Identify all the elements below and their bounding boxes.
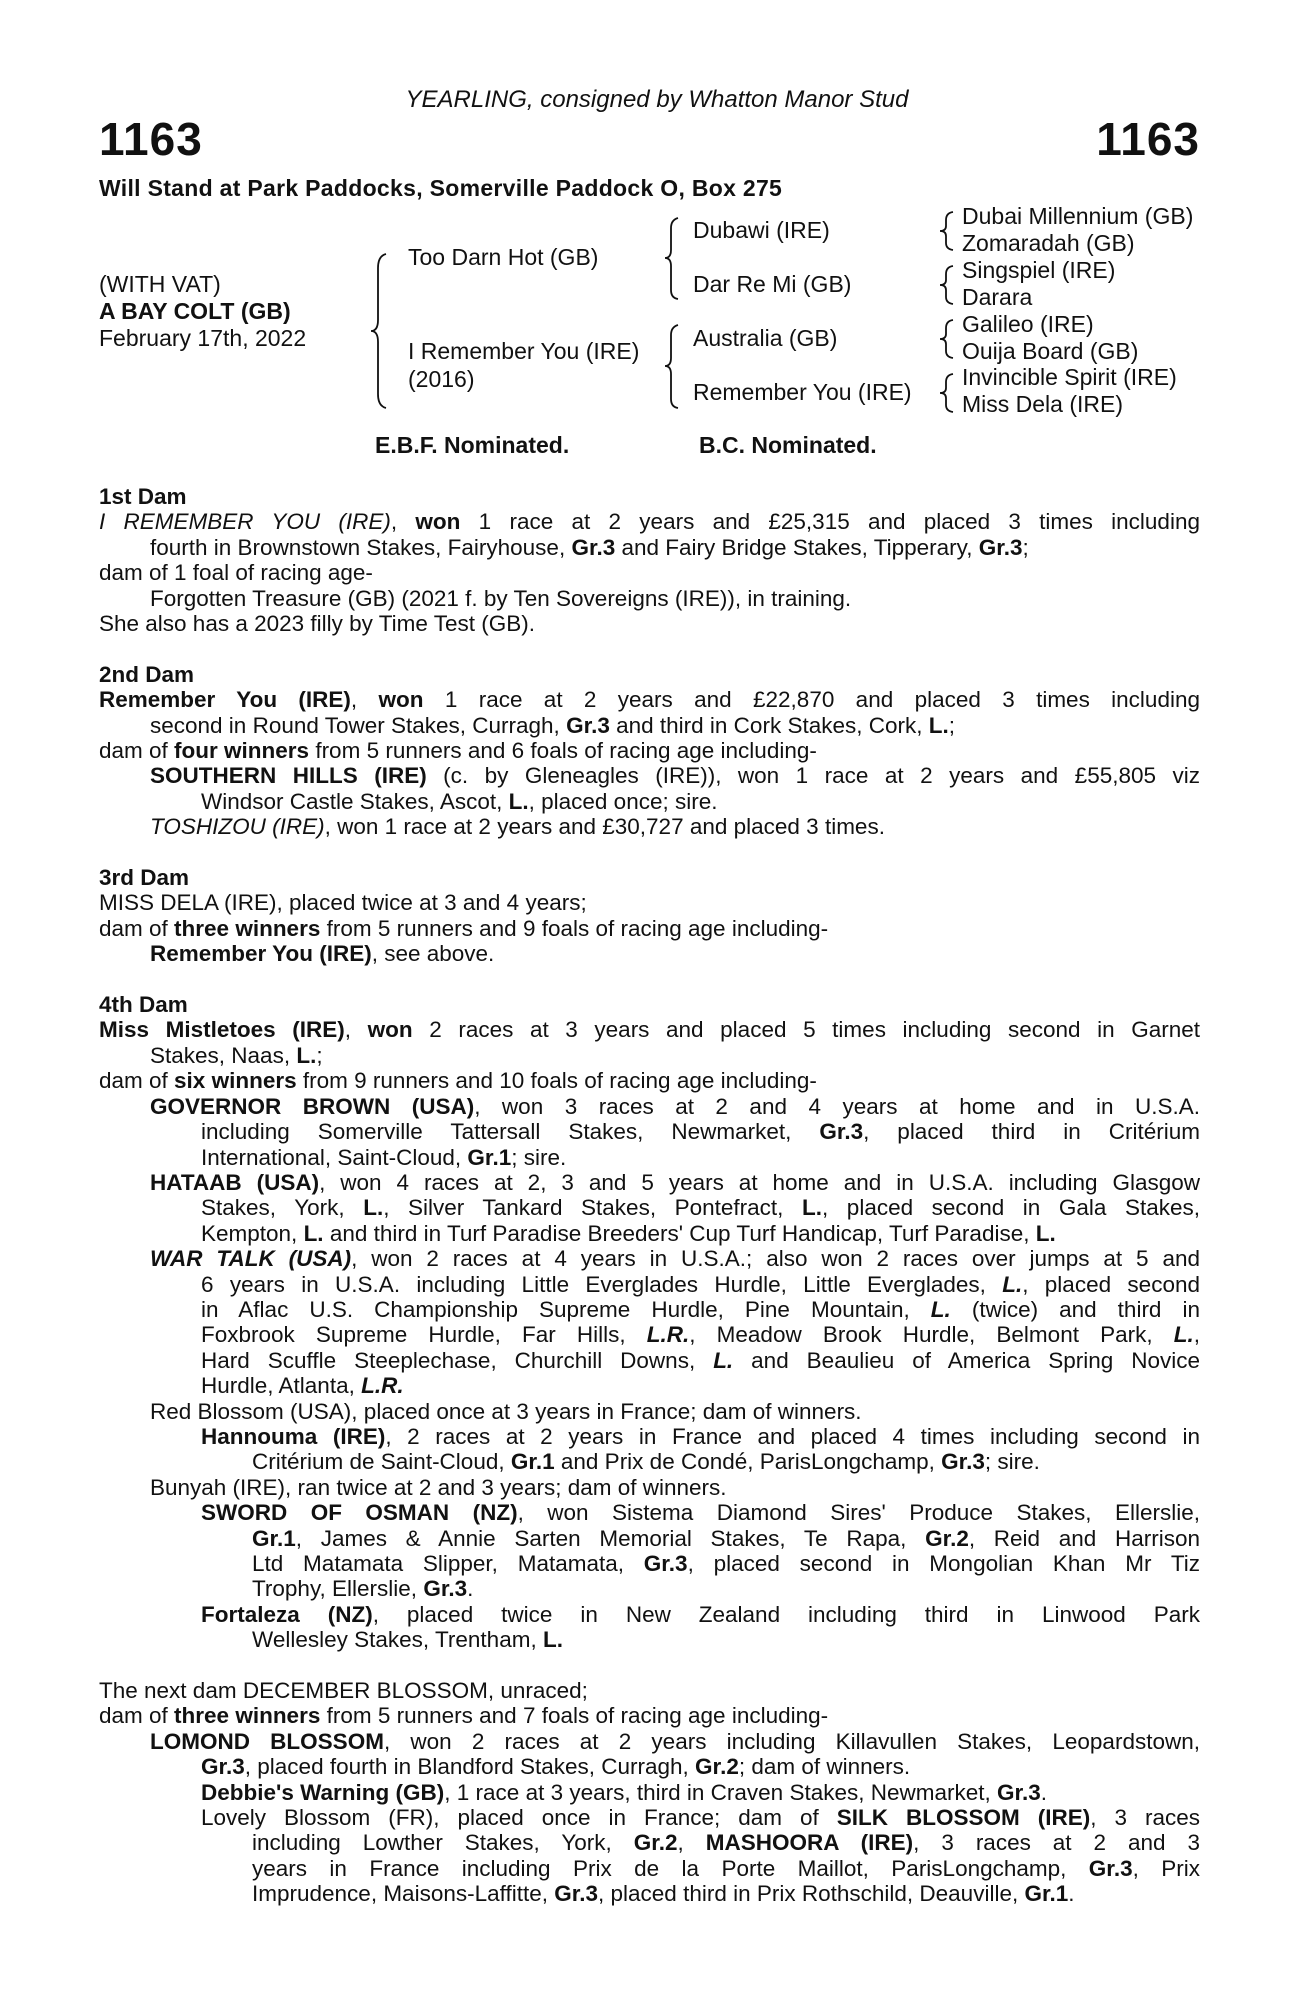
text-run: and Prix de Condé, ParisLongchamp, [554,1449,942,1475]
text-run: 1 race at 2 years and £22,870 and placed 3 times including [423,687,1200,713]
pedigree-entry [99,586,1200,611]
text-line [150,535,1200,560]
emphasis-text: Gr.2 [925,1525,969,1551]
emphasis-text: Gr.1 [1024,1881,1069,1907]
emphasis-text: Gr.3 [997,1779,1041,1805]
text-line [252,1576,1200,1601]
text-line [99,890,1200,915]
lot-name: A BAY COLT (GB) [99,298,291,324]
text-run: , placed second [1022,1271,1200,1297]
text-run: , [677,1830,706,1856]
emphasis-text: Miss Mistletoes (IRE) [99,1017,345,1043]
text-line [201,1780,1200,1805]
text-run: from 9 runners and 10 foals of racing age including- [296,1068,817,1094]
text-run: fourth in Brownstown Stakes, Fairyhouse, [150,534,572,560]
emphasis-text: Hannouma (IRE) [201,1423,386,1449]
text-run: , placed once; sire. [528,788,718,814]
emphasis-text: Gr.3 [643,1551,688,1577]
text-line [99,916,1200,941]
emphasis-text: Gr.1 [252,1525,296,1551]
text-line [99,1017,1200,1042]
emphasis-text: Gr.1 [467,1144,512,1170]
pedigree-entry [99,1678,1200,1703]
text-run: ; sire. [511,1144,567,1170]
text-line [150,941,1200,966]
text-run: , won 2 races at 4 years in U.S.A.; also won 2 races over jumps at 5 and [351,1246,1200,1272]
text-line [99,1703,1200,1728]
text-run: , 3 races [1090,1805,1200,1831]
text-run: Hurdle, Atlanta, [201,1373,362,1399]
text-line [201,789,1200,814]
brace-gen3-4 [940,374,953,412]
text-run: , placed second in Gala Stakes, [822,1195,1200,1221]
text-line [150,1399,1200,1424]
emphasis-text: L. [928,712,949,738]
bc-nominated: B.C. Nominated. [699,432,877,458]
text-line [201,1145,1200,1170]
gen3-ancestor: Darara [962,284,1033,310]
text-line [252,1449,1200,1474]
pedigree-entry [99,1602,1200,1653]
text-line [99,509,1200,534]
emphasis-text: Gr.3 [566,712,610,738]
text-line [99,1678,1200,1703]
emphasis-text: L. [363,1195,384,1221]
text-run: and Beaulieu of America Spring Novice [733,1347,1201,1373]
text-run: International, Saint-Cloud, [201,1144,468,1170]
text-run: dam of 1 foal of racing age- [99,560,373,586]
text-run: from 5 runners and 7 foals of racing age including- [320,1703,829,1729]
text-run: 6 years in U.S.A. including Little Everglades Hurdle, Little Everglades, [201,1271,1003,1297]
gen3-ancestor: Zomaradah (GB) [962,230,1135,256]
pedigree-entry [99,1703,1200,1728]
text-line [201,1805,1200,1830]
text-run: Trophy, Ellerslie, [252,1576,424,1602]
text-line [150,763,1200,788]
text-line [201,1272,1200,1297]
text-run: , placed twice in New Zealand including third in Linwood Park [372,1601,1200,1627]
sire: Too Darn Hot (GB) [408,244,599,270]
pedigree-entry [99,611,1200,636]
dam-section [99,992,1200,1653]
emphasis-text: L. [303,1220,324,1246]
text-run: . [1040,1779,1048,1805]
text-line [201,1195,1200,1220]
text-run: , James & Annie Sarten Memorial Stakes, Te Rapa, [295,1525,926,1551]
section-heading: 3rd Dam [99,865,190,891]
text-line [99,738,1200,763]
pedigree-entry [99,1500,1200,1602]
text-run: , won Sistema Diamond Sires' Produce Stakes, Ellerslie, [517,1500,1201,1526]
text-run: Ltd Matamata Slipper, Matamata, [252,1551,644,1577]
text-line [99,1068,1200,1093]
text-run: dam of [99,1068,175,1094]
emphasis-text: HATAAB (USA) [150,1169,320,1195]
brace-gen3-2 [940,266,953,304]
emphasis-text: won [378,687,424,713]
text-run: , Prix [1132,1855,1200,1881]
text-run: , [390,509,416,535]
pedigree-entry [99,1094,1200,1170]
text-run: , [350,687,379,713]
text-run: Critérium de Saint-Cloud, [252,1449,511,1475]
text-run: MISS DELA (IRE), placed twice at 3 and 4 years; [99,890,587,916]
text-run: (twice) and third in [950,1296,1200,1322]
pedigree-entry [99,560,1200,585]
pedigree-entry [99,1475,1200,1500]
text-run: Foxbrook Supreme Hurdle, Far Hills, [201,1322,647,1348]
emphasis-text: GOVERNOR BROWN (USA) [150,1093,475,1119]
pedigree-entry [99,1068,1200,1093]
text-line [99,611,1200,636]
pedigree-entry [99,1399,1200,1424]
text-line [252,1526,1200,1551]
emphasis-text: Fortaleza (NZ) [201,1601,373,1627]
text-line [252,1830,1200,1855]
text-run: ; sire. [984,1449,1040,1475]
text-run: , 3 races at 2 and 3 [913,1830,1200,1856]
pedigree-entry [99,1017,1200,1068]
text-run: ; [948,712,956,738]
emphasis-text: L. [1035,1220,1056,1246]
text-run: , won 1 race at 2 years and £30,727 and placed 3 times. [324,814,885,840]
emphasis-text: Gr.3 [423,1576,468,1602]
text-run: from 5 runners and 9 foals of racing age including- [320,915,829,941]
gen3-ancestor: Singspiel (IRE) [962,257,1116,283]
emphasis-text: Gr.3 [941,1449,985,1475]
emphasis-text: MASHOORA (IRE) [705,1830,914,1856]
emphasis-text: won [367,1017,413,1043]
dam: I Remember You (IRE) [408,338,640,364]
text-line [150,1246,1200,1271]
text-run: Stakes, York, [201,1195,364,1221]
emphasis-text: Gr.1 [510,1449,555,1475]
text-run: from 5 runners and 6 foals of racing age including- [309,738,817,764]
pedigree-entry [99,941,1200,966]
pedigree-entry [99,687,1200,738]
text-line [252,1551,1200,1576]
pedigree-entry [99,1170,1200,1246]
emphasis-text: I REMEMBER YOU (IRE) [99,509,391,535]
pedigree-entry [99,1780,1200,1805]
emphasis-text: L. [542,1627,563,1653]
text-run: Windsor Castle Stakes, Ascot, [201,788,509,814]
text-run: (c. by Gleneagles (IRE)), won 1 race at 2 years and £55,805 viz [426,763,1200,789]
text-run: . [467,1576,474,1602]
text-line [201,1297,1200,1322]
emphasis-text: L. [508,788,529,814]
emphasis-text: L. [713,1347,734,1373]
brace-gen2-top [665,218,678,299]
pedigree-entry [99,1424,1200,1475]
emphasis-text: L.R. [361,1373,404,1399]
emphasis-text: L. [802,1195,822,1221]
text-run: ; [1022,534,1029,560]
text-line [252,1856,1200,1881]
emphasis-text: Gr.2 [695,1754,739,1780]
text-line [252,1627,1200,1652]
dam-year: (2016) [408,366,475,392]
emphasis-text: Gr.3 [554,1881,599,1907]
text-run: , [1193,1322,1200,1348]
sire-dam: Dar Re Mi (GB) [693,271,852,297]
text-line [201,1119,1200,1144]
text-run: including Somerville Tattersall Stakes, Newmarket, [201,1119,820,1145]
text-run: . [1068,1881,1075,1907]
text-run: , won 2 races at 2 years including Killavullen Stakes, Leopardstown, [383,1728,1200,1754]
text-run: Hard Scuffle Steeplechase, Churchill Downs, [201,1347,714,1373]
brace-gen3-1 [940,212,953,250]
emphasis-text: L. [1002,1271,1023,1297]
consignor-line: YEARLING, consigned by Whatton Manor Stud [405,86,909,113]
emphasis-text: SWORD OF OSMAN (NZ) [201,1500,518,1526]
catalogue-body [99,484,1200,1932]
text-run: Stakes, Naas, [150,1042,297,1068]
brace-gen3-3 [940,320,953,358]
text-run: in Aflac U.S. Championship Supreme Hurdle, Pine Mountain, [201,1296,931,1322]
text-run: dam of [99,1703,175,1729]
emphasis-text: Gr.3 [1088,1855,1133,1881]
section-heading: 2nd Dam [99,661,195,687]
emphasis-text: SILK BLOSSOM (IRE) [836,1805,1091,1831]
pedigree-entry [99,916,1200,941]
ebf-nominated: E.B.F. Nominated. [375,432,570,458]
text-run: , placed fourth in Blandford Stakes, Curragh, [244,1754,696,1780]
text-run: , won 3 races at 2 and 4 years at home and in U.S.A. [474,1093,1200,1119]
emphasis-text: L. [296,1042,317,1068]
text-run: , Meadow Brook Hurdle, Belmont Park, [689,1322,1174,1348]
text-run: Lovely Blossom (FR), placed once in France; dam of [201,1805,837,1831]
brace-gen1 [371,254,386,408]
text-run: , placed second in Mongolian Khan Mr Tiz [687,1551,1200,1577]
text-run: , see above. [371,941,495,967]
emphasis-text: Gr.3 [819,1119,864,1145]
text-line [99,687,1200,712]
pedigree-entry [99,1729,1200,1780]
text-run: 2 races at 3 years and placed 5 times including second in Garnet [412,1017,1201,1043]
text-run: , 2 races at 2 years in France and placed 4 times including second in [385,1423,1200,1449]
emphasis-text: four winners [174,738,310,764]
text-line [201,1424,1200,1449]
gen3-ancestor: Dubai Millennium (GB) [962,203,1194,229]
text-run: 1 race at 2 years and £25,315 and placed 3 times including [460,509,1200,535]
emphasis-text: Remember You (IRE) [99,687,351,713]
gen3-ancestor: Invincible Spirit (IRE) [962,364,1177,390]
text-run: Kempton, [201,1220,304,1246]
emphasis-text: Debbie's Warning (GB) [201,1779,445,1805]
text-line [201,1221,1200,1246]
text-line [201,1754,1200,1779]
section-heading: 1st Dam [99,484,187,509]
brace-gen2-bottom [665,325,678,408]
emphasis-text: SOUTHERN HILLS (IRE) [150,763,427,789]
dam-section [99,662,1200,840]
lot-number-left: 1163 [99,113,203,165]
text-run: , Silver Tankard Stakes, Pontefract, [383,1195,802,1221]
sire-sire: Dubawi (IRE) [693,217,830,243]
foaling-date: February 17th, 2022 [99,325,307,351]
text-line [252,1881,1200,1906]
text-run: dam of [99,915,175,941]
text-run: , won 4 races at 2, 3 and 5 years at home and in U.S.A. including Glasgow [319,1169,1200,1195]
text-line [150,1043,1200,1068]
text-run: , Reid and Harrison [968,1525,1200,1551]
text-run: Bunyah (IRE), ran twice at 2 and 3 years; dam of winners. [150,1474,727,1500]
pedigree-entry [99,1246,1200,1398]
lot-number-right: 1163 [1096,113,1200,165]
text-line [201,1500,1200,1525]
emphasis-text: won [415,509,461,535]
text-run: , 1 race at 3 years, third in Craven Stakes, Newmarket, [444,1779,998,1805]
text-line [150,1729,1200,1754]
text-line [201,1322,1200,1347]
text-run: dam of [99,738,175,764]
emphasis-text: three winners [174,1703,321,1729]
dam-section [99,484,1200,636]
emphasis-text: six winners [174,1068,297,1094]
dam-sire: Australia (GB) [693,325,838,351]
emphasis-text: TOSHIZOU (IRE) [150,814,325,840]
text-run: and Fairy Bridge Stakes, Tipperary, [615,534,979,560]
emphasis-text: Gr.2 [633,1830,678,1856]
dam-section [99,1678,1200,1907]
text-run: The next dam DECEMBER BLOSSOM, unraced; [99,1678,588,1704]
gen3-ancestor: Miss Dela (IRE) [962,391,1124,417]
text-line [99,560,1200,585]
text-run: including Lowther Stakes, York, [252,1830,634,1856]
text-line [150,1475,1200,1500]
dam-section [99,865,1200,967]
pedigree-entry [99,509,1200,560]
section-heading: 4th Dam [99,992,188,1018]
emphasis-text: L.R. [646,1322,690,1348]
pedigree-entry [99,738,1200,763]
pedigree-entry [99,890,1200,915]
text-run: She also has a 2023 filly by Time Test (GB). [99,611,536,637]
text-run: Red Blossom (USA), placed once at 3 years in France; dam of winners. [150,1398,862,1424]
text-run: Wellesley Stakes, Trentham, [252,1627,543,1653]
text-run: second in Round Tower Stakes, Curragh, [150,712,567,738]
emphasis-text: Gr.3 [201,1754,245,1780]
gen3-ancestor: Ouija Board (GB) [962,338,1139,364]
text-run: ; [316,1042,323,1068]
emphasis-text: Gr.3 [571,534,616,560]
stand-location: Will Stand at Park Paddocks, Somerville Paddock O, Box 275 [99,175,783,201]
pedigree-entry [99,1805,1200,1907]
emphasis-text: WAR TALK (USA) [150,1246,352,1272]
emphasis-text: L. [930,1296,951,1322]
text-run: years in France including Prix de la Porte Maillot, ParisLongchamp, [252,1855,1089,1881]
gen3-ancestor: Galileo (IRE) [962,311,1094,337]
text-run: , placed third in Critérium [863,1119,1200,1145]
dam-dam: Remember You (IRE) [693,379,912,405]
emphasis-text: three winners [174,915,321,941]
text-line [150,814,1200,839]
text-run: , placed third in Prix Rothschild, Deauville, [598,1881,1025,1907]
text-run: , [344,1017,368,1043]
emphasis-text: Gr.3 [978,534,1023,560]
pedigree-entry [99,763,1200,814]
vat-note: (WITH VAT) [99,271,221,297]
text-line [201,1602,1200,1627]
emphasis-text: LOMOND BLOSSOM [150,1728,384,1754]
text-run: ; dam of winners. [738,1754,911,1780]
text-line [150,586,1200,611]
pedigree-entry [99,814,1200,839]
text-run: and third in Cork Stakes, Cork, [609,712,929,738]
emphasis-text: Remember You (IRE) [150,941,372,967]
text-line [150,1094,1200,1119]
text-line [201,1348,1200,1373]
text-run: Forgotten Treasure (GB) (2021 f. by Ten Sovereigns (IRE)), in training. [150,585,852,611]
text-run: Imprudence, Maisons-Laffitte, [252,1881,555,1907]
text-line [150,713,1200,738]
text-line [201,1373,1200,1398]
text-line [150,1170,1200,1195]
text-run: and third in Turf Paradise Breeders' Cup Turf Handicap, Turf Paradise, [323,1220,1036,1246]
emphasis-text: L. [1173,1322,1194,1348]
